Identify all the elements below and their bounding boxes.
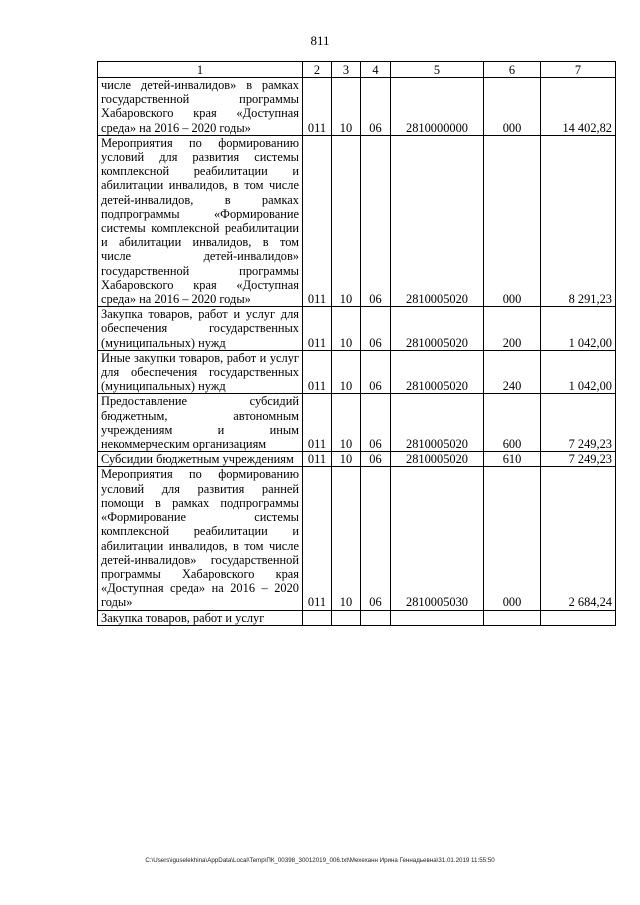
amount: 8 291,23 xyxy=(541,135,616,306)
column-header: 1 xyxy=(98,62,303,78)
target-article-code: 2810005020 xyxy=(391,135,484,306)
amount: 1 042,00 xyxy=(541,350,616,394)
column-header: 3 xyxy=(332,62,361,78)
section-code: 10 xyxy=(332,350,361,394)
amount xyxy=(541,610,616,625)
item-name: Закупка товаров, работ и услуг для обеспечения государственных (муниципальных) нужд xyxy=(98,307,303,351)
expense-type-code: 000 xyxy=(484,467,541,610)
target-article-code: 2810005030 xyxy=(391,467,484,610)
subsection-code: 06 xyxy=(361,452,391,467)
section-code: 10 xyxy=(332,78,361,136)
column-header: 6 xyxy=(484,62,541,78)
target-article-code: 2810005020 xyxy=(391,350,484,394)
column-header: 5 xyxy=(391,62,484,78)
expense-type-code xyxy=(484,610,541,625)
subsection-code: 06 xyxy=(361,78,391,136)
amount: 7 249,23 xyxy=(541,394,616,452)
item-name: Субсидии бюджетным учреждениям xyxy=(98,452,303,467)
column-header: 2 xyxy=(303,62,332,78)
section-code xyxy=(332,610,361,625)
amount: 1 042,00 xyxy=(541,307,616,351)
expense-type-code: 000 xyxy=(484,135,541,306)
subsection-code: 06 xyxy=(361,307,391,351)
ministry-code xyxy=(303,610,332,625)
target-article-code: 2810000000 xyxy=(391,78,484,136)
item-name: Мероприятия по формированию условий для развития ранней помощи в рамках подпрограммы «Формирование системы комплексной реабилитации и абилитации инвалидов, в том числе детей-инвалидов» государственной программы Хабаровского края «Доступная среда» на 2016 – 2020 годы» xyxy=(98,467,303,610)
table-row xyxy=(98,350,616,394)
table-row xyxy=(98,452,616,467)
subsection-code: 06 xyxy=(361,467,391,610)
ministry-code: 011 xyxy=(303,467,332,610)
expense-type-code: 200 xyxy=(484,307,541,351)
subsection-code: 06 xyxy=(361,394,391,452)
target-article-code: 2810005020 xyxy=(391,394,484,452)
item-name: числе детей-инвалидов» в рамках государственной программы Хабаровского края «Доступная среда» на 2016 – 2020 годы» xyxy=(98,78,303,136)
page-number: 811 xyxy=(310,33,330,48)
target-article-code xyxy=(391,610,484,625)
target-article-code: 2810005020 xyxy=(391,452,484,467)
section-code: 10 xyxy=(332,135,361,306)
column-header: 4 xyxy=(361,62,391,78)
budget-table xyxy=(97,61,616,626)
table-row xyxy=(98,307,616,351)
amount: 14 402,82 xyxy=(541,78,616,136)
item-name: Иные закупки товаров, работ и услуг для обеспечения государственных (муниципальных) нужд xyxy=(98,350,303,394)
item-name: Мероприятия по формированию условий для развития системы комплексной реабилитации и абилитации инвалидов, в том числе детей-инвалидов, в рамках подпрограммы «Формирование системы комплексной реабилитации и абилитации инвалидов, в том числе детей-инвалидов» государственной программы Хабаровского края «Доступная среда» на 2016 – 2020 годы» xyxy=(98,135,303,306)
ministry-code: 011 xyxy=(303,394,332,452)
table-row xyxy=(98,135,616,306)
section-code: 10 xyxy=(332,467,361,610)
ministry-code: 011 xyxy=(303,307,332,351)
table-row xyxy=(98,78,616,136)
ministry-code: 011 xyxy=(303,350,332,394)
subsection-code: 06 xyxy=(361,135,391,306)
amount: 2 684,24 xyxy=(541,467,616,610)
column-header: 7 xyxy=(541,62,616,78)
ministry-code: 011 xyxy=(303,135,332,306)
item-name: Закупка товаров, работ и услуг xyxy=(98,610,303,625)
table-row xyxy=(98,467,616,610)
section-code: 10 xyxy=(332,452,361,467)
expense-type-code: 610 xyxy=(484,452,541,467)
header-row xyxy=(98,62,616,78)
subsection-code: 06 xyxy=(361,350,391,394)
file-path-footer: C:\Users\iguselekhina\AppData\Local\Temp\ПК_00398_30012019_006.txt\Мехеханн Ирина Геннадьевна\31.01.2019 11:55:50 xyxy=(145,857,495,864)
expense-type-code: 600 xyxy=(484,394,541,452)
section-code: 10 xyxy=(332,394,361,452)
expense-type-code: 240 xyxy=(484,350,541,394)
table-row xyxy=(98,610,616,625)
item-name: Предоставление субсидий бюджетным, автономным учреждениям и иным некоммерческим организациям xyxy=(98,394,303,452)
table-row xyxy=(98,394,616,452)
amount: 7 249,23 xyxy=(541,452,616,467)
ministry-code: 011 xyxy=(303,78,332,136)
subsection-code xyxy=(361,610,391,625)
ministry-code: 011 xyxy=(303,452,332,467)
section-code: 10 xyxy=(332,307,361,351)
expense-type-code: 000 xyxy=(484,78,541,136)
target-article-code: 2810005020 xyxy=(391,307,484,351)
